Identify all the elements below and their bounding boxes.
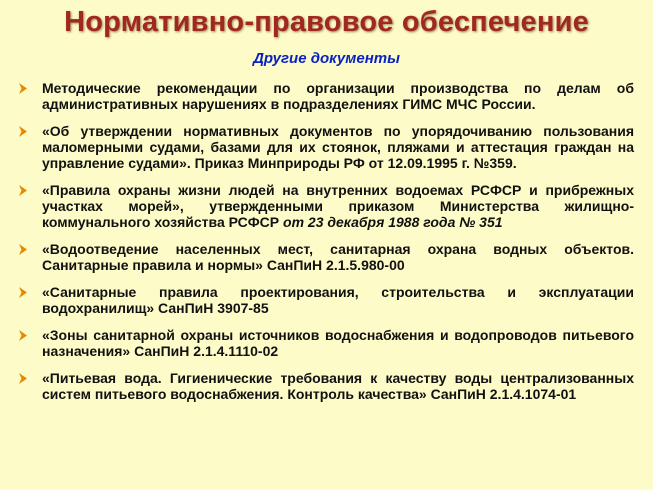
- list-item: [18, 123, 634, 171]
- list-item-text: «Санитарные правила проектирования, строительства и эксплуатации водохранилищ» СанПиН 3907-85: [42, 284, 634, 316]
- arrow-bullet-icon: [18, 287, 28, 298]
- document-list: [18, 80, 634, 413]
- list-item: [18, 80, 634, 112]
- list-item-text: «Правила охраны жизни людей на внутренних водоемах РСФСР и прибрежных участках морей», утвержденными приказом Министерства жилищно-коммунального хозяйства РСФСР: [42, 182, 634, 230]
- list-item-text: «Питьевая вода. Гигиенические требования к качеству воды централизованных систем питьевого водоснабжения. Контроль качества» СанПиН 2.1.4.1074-01: [42, 370, 634, 402]
- list-item-italic-text: от 23 декабря 1988 года № 351: [283, 214, 503, 230]
- arrow-bullet-icon: [18, 126, 28, 137]
- arrow-bullet-icon: [18, 83, 28, 94]
- list-item: [18, 327, 634, 359]
- arrow-bullet-icon: [18, 244, 28, 255]
- list-item: [18, 370, 634, 402]
- arrow-bullet-icon: [18, 373, 28, 384]
- page-title: Нормативно-правовое обеспечение: [64, 6, 589, 38]
- list-item: [18, 182, 634, 230]
- list-item-text: «Зоны санитарной охраны источников водоснабжения и водопроводов питьевого назначения» СанПиН 2.1.4.1110-02: [42, 327, 634, 359]
- list-item: [18, 241, 634, 273]
- arrow-bullet-icon: [18, 185, 28, 196]
- list-item-text: «Об утверждении нормативных документов по упорядочиванию пользования маломерными судами, базами для их стоянок, пляжами и аттестация граждан на управление судами». Приказ Минприроды РФ от 12.09.1995 г. №359.: [42, 123, 634, 171]
- page-subtitle: Другие документы: [253, 50, 400, 67]
- list-item-text: «Водоотведение населенных мест, санитарная охрана водных объектов. Санитарные правила и нормы» СанПиН 2.1.5.980-00: [42, 241, 634, 273]
- arrow-bullet-icon: [18, 330, 28, 341]
- list-item: [18, 284, 634, 316]
- list-item-text: Методические рекомендации по организации производства по делам об административных нарушениях в подразделениях ГИМС МЧС России.: [42, 80, 634, 112]
